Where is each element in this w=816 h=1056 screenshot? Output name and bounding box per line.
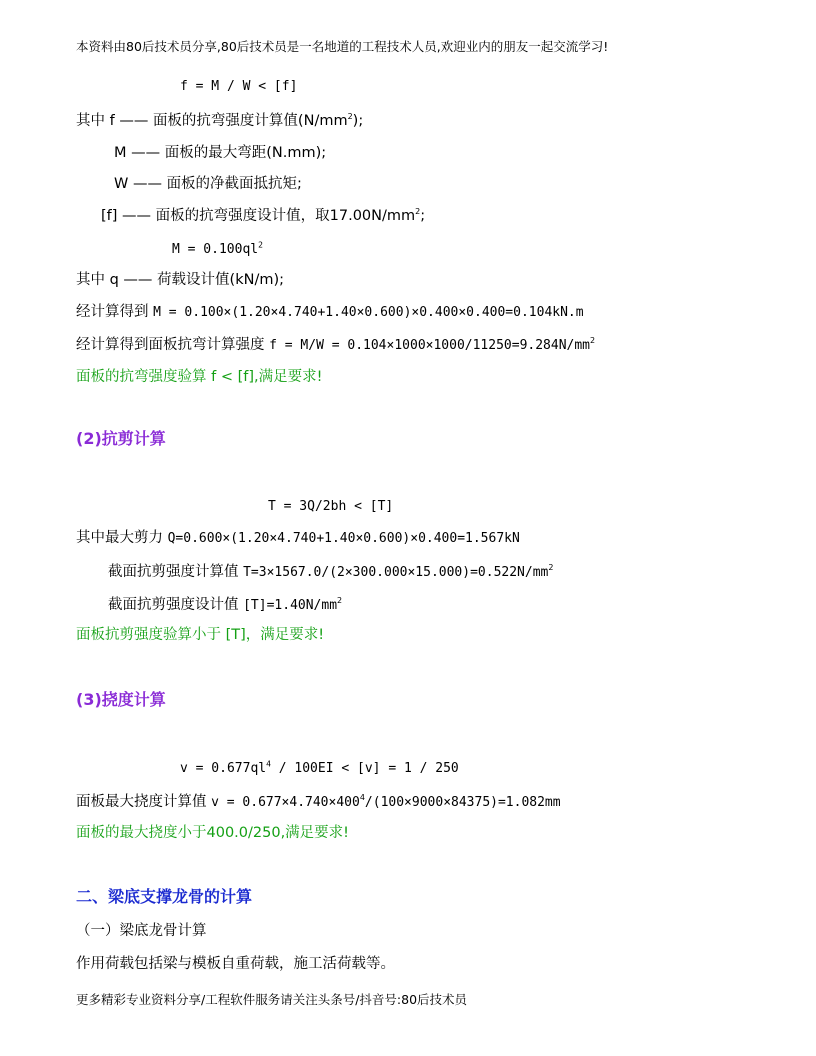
where-f-text: 面板的抗弯强度计算值(N/mm: [152, 113, 348, 129]
page-footer: 更多精彩专业资料分享/工程软件服务请关注头条号/抖音号:80后技术员: [76, 992, 468, 1007]
formula-M: [172, 240, 263, 260]
formula-deflection-b: / 100EI < [v] = 1 / 250: [270, 761, 459, 776]
where-M: [114, 143, 326, 163]
where-f: [76, 111, 363, 131]
formula-M-sup: 2: [258, 240, 263, 250]
calc-f: [76, 335, 595, 356]
shear-TT-text: [T]=1.40N/mm: [243, 598, 338, 613]
formula-deflection: [180, 759, 459, 779]
calc-v: [76, 792, 561, 813]
calc-M-text: M = 0.100×(1.20×4.740+1.40×0.600)×0.400×0.400=0.104kN.m: [153, 305, 584, 320]
shear-TT: [108, 595, 342, 616]
shear-TT-sup: 2: [337, 596, 343, 606]
where-ff-sup: 2: [415, 207, 421, 217]
calc-f-label: 经计算得到面板抗弯计算强度: [76, 337, 270, 353]
check-shear: 面板抗剪强度验算小于 [T]，满足要求!: [76, 627, 325, 643]
where-q-text: 荷载设计值(kN/m);: [157, 272, 284, 288]
shear-Q-text: Q=0.600×(1.20×4.740+1.40×0.600)×0.400=1.567kN: [167, 531, 520, 546]
formula-shear: T = 3Q/2bh < [T]: [268, 499, 394, 514]
calc-f-text: f = M/W = 0.104×1000×1000/11250=9.284N/mm: [269, 338, 591, 353]
where-ff-text: 面板的抗弯强度设计值，取17.00N/mm: [155, 208, 416, 224]
calc-v-sup: 4: [359, 793, 365, 803]
where-q: [76, 270, 284, 290]
shear-Q: [76, 528, 520, 549]
shear-T-label: 截面抗剪强度计算值: [108, 564, 244, 580]
shear-TT-label: 截面抗剪强度设计值: [108, 597, 244, 613]
check-bending: 面板的抗弯强度验算 f < [f],满足要求!: [76, 369, 323, 385]
where-f-suffix: );: [352, 113, 364, 129]
page-header: 本资料由80后技术员分享,80后技术员是一名地道的工程技术人员,欢迎业内的朋友一起交流学习!: [76, 39, 609, 54]
where-W-text: 面板的净截面抵抗矩;: [166, 176, 302, 192]
formula-M-text: M = 0.100ql: [172, 242, 259, 257]
where-f-sup: 2: [347, 112, 353, 122]
formula-deflection-a: v = 0.677ql: [180, 761, 267, 776]
subsection-one-title: （一）梁底龙骨计算: [76, 923, 207, 939]
shear-Q-label: 其中最大剪力: [76, 530, 168, 546]
calc-f-sup: 2: [590, 336, 596, 346]
shear-T: [108, 562, 553, 583]
where-W-prefix: W ——: [114, 176, 167, 192]
formula-bending: f = M / W < [f]: [180, 79, 298, 94]
where-q-prefix: 其中 q ——: [76, 272, 158, 288]
calc-M: [76, 302, 584, 323]
load-text: 作用荷载包括梁与模板自重荷载，施工活荷载等。: [76, 956, 395, 972]
where-ff-suffix: ;: [420, 208, 426, 224]
formula-deflection-sup: 4: [266, 759, 271, 769]
shear-T-sup: 2: [548, 563, 554, 573]
where-M-text: 面板的最大弯距(N.mm);: [164, 145, 327, 161]
check-deflection: 面板的最大挠度小于400.0/250,满足要求!: [76, 825, 349, 841]
calc-v-a: v = 0.677×4.740×400: [211, 795, 360, 810]
shear-T-text: T=3×1567.0/(2×300.000×15.000)=0.522N/mm: [243, 565, 549, 580]
where-f-prefix: 其中 f ——: [76, 113, 153, 129]
where-ff-prefix: [f] ——: [101, 208, 156, 224]
calc-v-label: 面板最大挠度计算值: [76, 794, 212, 810]
where-W: [114, 174, 302, 194]
calc-M-label: 经计算得到: [76, 304, 154, 320]
where-M-prefix: M ——: [114, 145, 165, 161]
section-shear-title: (2)抗剪计算: [76, 429, 166, 448]
where-ff: [101, 206, 425, 226]
section-deflection-title: (3)挠度计算: [76, 690, 166, 709]
calc-v-b: /(100×9000×84375)=1.082mm: [364, 795, 561, 810]
section-two-title: 二、梁底支撑龙骨的计算: [76, 887, 253, 906]
